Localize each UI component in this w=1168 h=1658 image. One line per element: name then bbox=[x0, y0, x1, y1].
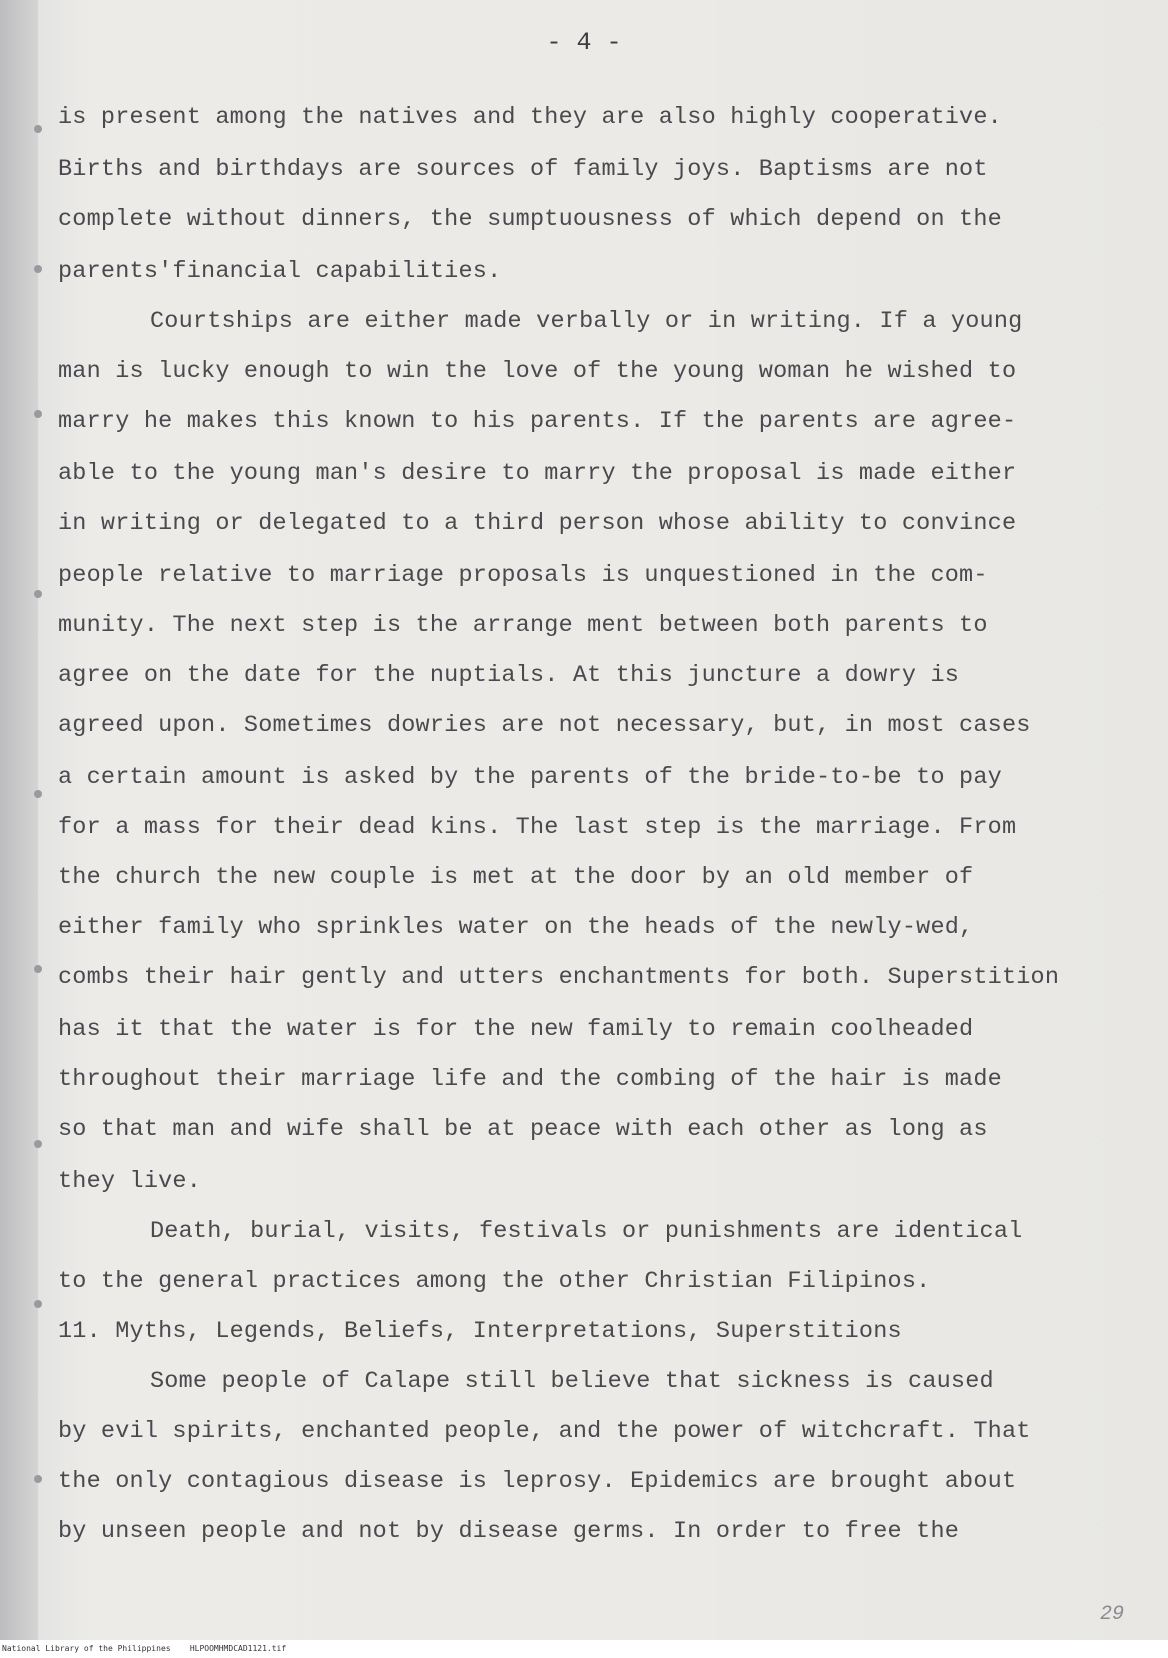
text-line: people relative to marriage proposals is unquestioned in the com- bbox=[58, 562, 988, 589]
text-line: Births and birthdays are sources of family joys. Baptisms are not bbox=[58, 156, 988, 183]
binding-hole bbox=[34, 1140, 42, 1148]
binding-hole bbox=[34, 125, 42, 133]
binding-hole bbox=[34, 265, 42, 273]
text-line: by evil spirits, enchanted people, and the power of witchcraft. That bbox=[58, 1418, 1031, 1445]
text-line: Death, burial, visits, festivals or punishments are identical bbox=[150, 1218, 1023, 1245]
text-line: so that man and wife shall be at peace with each other as long as bbox=[58, 1116, 988, 1143]
text-line: for a mass for their dead kins. The last step is the marriage. From bbox=[58, 814, 1017, 841]
text-line: Courtships are either made verbally or in writing. If a young bbox=[150, 308, 1023, 335]
text-line: has it that the water is for the new family to remain coolheaded bbox=[58, 1016, 974, 1043]
binding-hole bbox=[34, 1475, 42, 1483]
text-line: munity. The next step is the arrange ment between both parents to bbox=[58, 612, 988, 639]
text-line: the church the new couple is met at the door by an old member of bbox=[58, 864, 974, 891]
scan-footer: National Library of the Philippines HLPOOMHMDCAD1121.tif bbox=[0, 1640, 1168, 1658]
text-line: throughout their marriage life and the combing of the hair is made bbox=[58, 1066, 1002, 1093]
text-line: man is lucky enough to win the love of the young woman he wished to bbox=[58, 358, 1017, 385]
text-line: combs their hair gently and utters enchantments for both. Superstition bbox=[58, 964, 1060, 991]
binding-hole bbox=[34, 965, 42, 973]
binding-hole bbox=[34, 1300, 42, 1308]
text-line: either family who sprinkles water on the heads of the newly-wed, bbox=[58, 914, 974, 941]
binding-hole bbox=[34, 790, 42, 798]
text-line: the only contagious disease is leprosy. Epidemics are brought about bbox=[58, 1468, 1017, 1495]
section-heading: 11. Myths, Legends, Beliefs, Interpretations, Superstitions bbox=[58, 1318, 902, 1345]
text-line: able to the young man's desire to marry the proposal is made either bbox=[58, 460, 1017, 487]
text-line: they live. bbox=[58, 1168, 202, 1195]
binding-hole bbox=[34, 590, 42, 598]
text-line: marry he makes this known to his parents. If the parents are agree- bbox=[58, 408, 1017, 435]
text-line: in writing or delegated to a third person whose ability to convince bbox=[58, 510, 1017, 537]
text-line: by unseen people and not by disease germs. In order to free the bbox=[58, 1518, 960, 1545]
text-line: parents'financial capabilities. bbox=[58, 258, 502, 285]
binding-hole bbox=[34, 410, 42, 418]
page-number: - 4 - bbox=[546, 28, 622, 57]
text-line: agreed upon. Sometimes dowries are not necessary, but, in most cases bbox=[58, 712, 1031, 739]
text-line: to the general practices among the other Christian Filipinos. bbox=[58, 1268, 931, 1295]
text-line: complete without dinners, the sumptuousness of which depend on the bbox=[58, 206, 1002, 233]
text-line: agree on the date for the nuptials. At this juncture a dowry is bbox=[58, 662, 960, 689]
text-line: is present among the natives and they are also highly cooperative. bbox=[58, 104, 1002, 131]
text-line: a certain amount is asked by the parents of the bride-to-be to pay bbox=[58, 764, 1002, 791]
binding-edge bbox=[0, 0, 38, 1640]
handwritten-folio-number: 29 bbox=[1100, 1603, 1125, 1626]
text-line: Some people of Calape still believe that sickness is caused bbox=[150, 1368, 994, 1395]
